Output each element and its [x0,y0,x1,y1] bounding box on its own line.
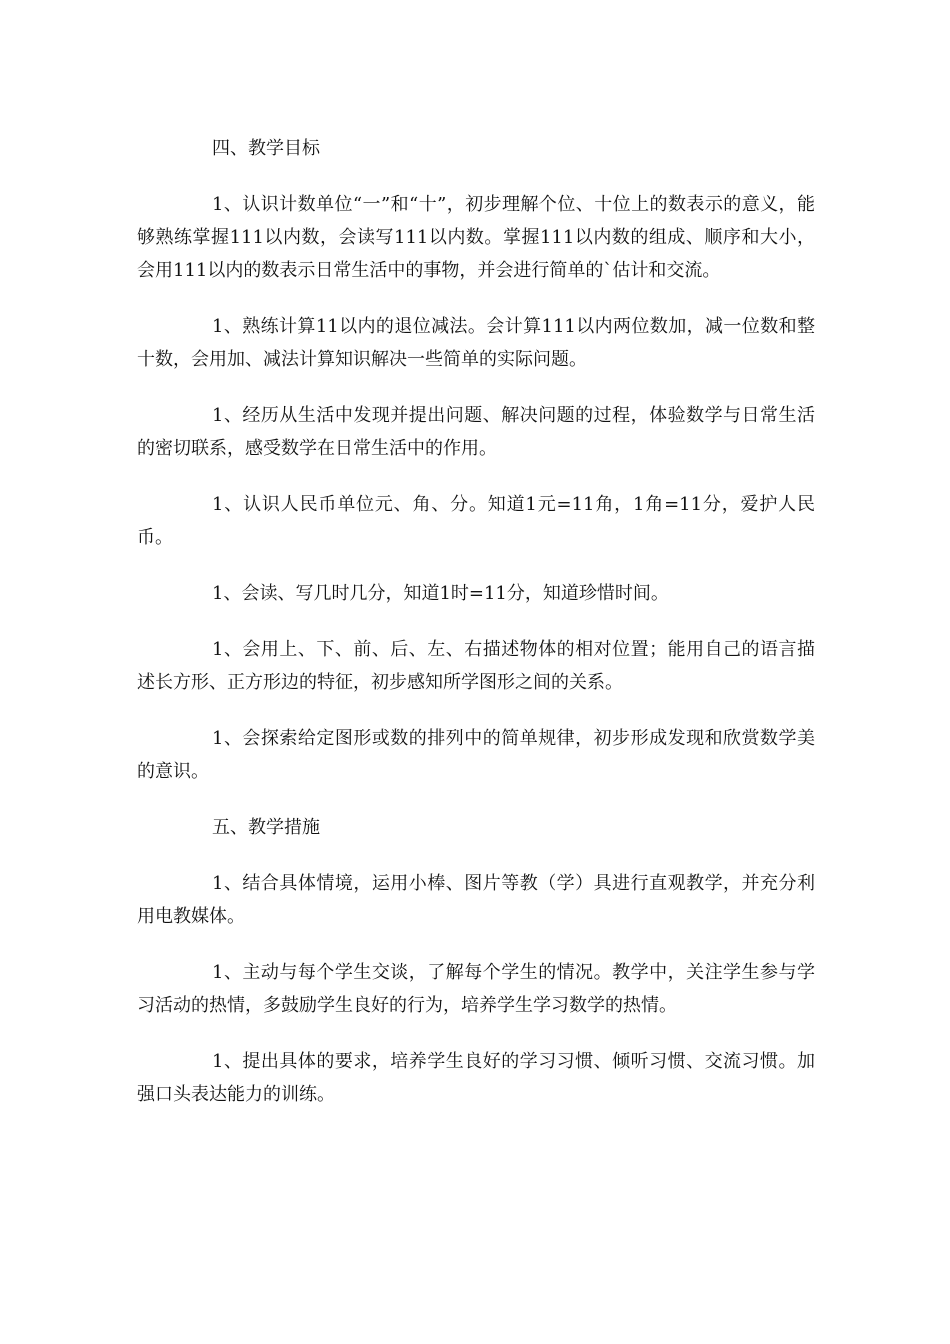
goal-item-7: 1、会探索给定图形或数的排列中的简单规律，初步形成发现和欣赏数学美的意识。 [137,728,815,782]
goal-item-4: 1、认识人民币单位元、角、分。知道1元=11角，1角=11分，爱护人民币。 [137,494,815,548]
measure-item-3: 1、提出具体的要求，培养学生良好的学习习惯、倾听习惯、交流习惯。加强口头表达能力的训练。 [137,1051,815,1105]
measure-item-2: 1、主动与每个学生交谈，了解每个学生的情况。教学中，关注学生参与学习活动的热情，多鼓励学生良好的行为，培养学生学习数学的热情。 [137,962,815,1016]
goal-item-1: 1、认识计数单位“一”和“十”，初步理解个位、十位上的数表示的意义，能够熟练掌握111以内数，会读写111以内数。掌握111以内数的组成、顺序和大小，会用111以内的数表示日常生活中的事物，并会进行简单的`估计和交流。 [137,194,815,281]
goal-item-3: 1、经历从生活中发现并提出问题、解决问题的过程，体验数学与日常生活的密切联系，感受数学在日常生活中的作用。 [137,405,815,459]
measure-item-1: 1、结合具体情境，运用小棒、图片等教（学）具进行直观教学，并充分利用电教媒体。 [137,873,815,927]
goal-item-2: 1、熟练计算11以内的退位减法。会计算111以内两位数加，减一位数和整十数，会用加、减法计算知识解决一些简单的实际问题。 [137,316,815,370]
section-heading-measures: 五、教学措施 [212,817,320,838]
document-body [137,132,815,1134]
goal-item-6: 1、会用上、下、前、后、左、右描述物体的相对位置；能用自己的语言描述长方形、正方形边的特征，初步感知所学图形之间的关系。 [137,639,815,693]
goal-item-5: 1、会读、写几时几分，知道1时=11分，知道珍惜时间。 [212,583,669,604]
section-heading-goals: 四、教学目标 [212,138,320,159]
